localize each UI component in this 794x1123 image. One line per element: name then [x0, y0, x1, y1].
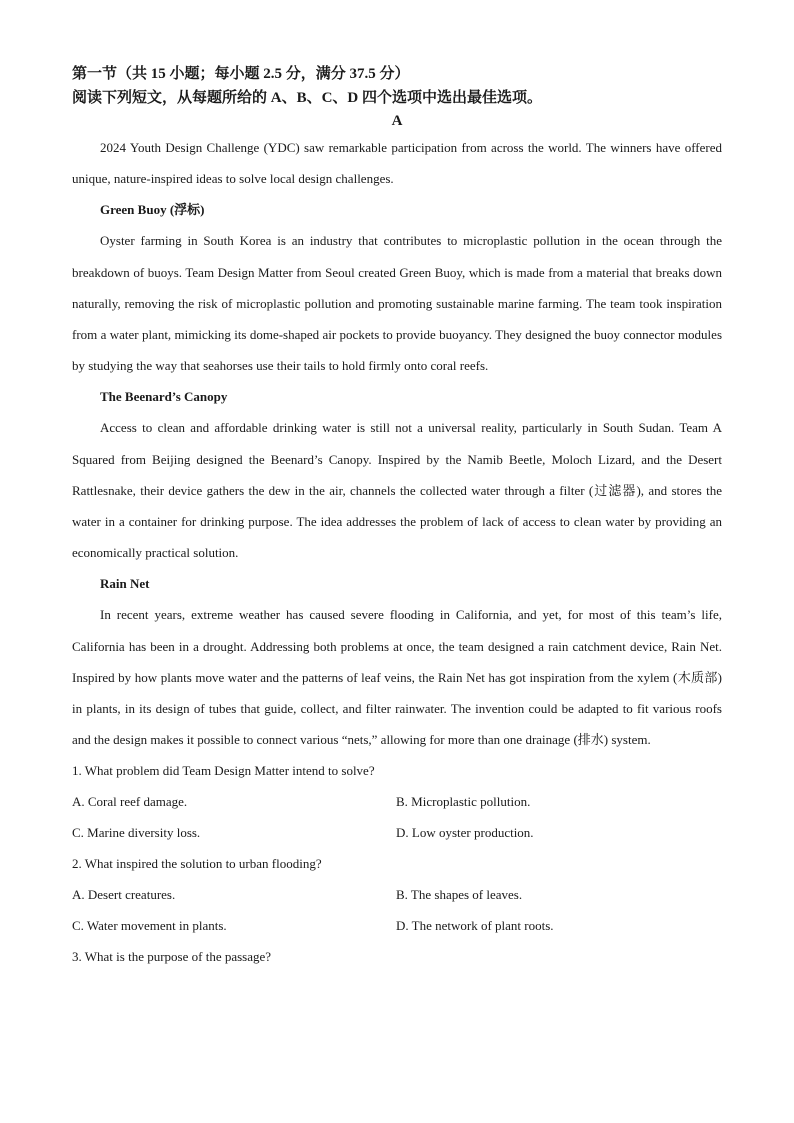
option-b: B. The shapes of leaves. — [396, 887, 523, 903]
paragraph-beenards-canopy: Access to clean and affordable drinking water is still not a universal reality, particularly in South Sudan. Team A Squared from Beijing designed the Beenard’s Canopy. Inspired by the Namib Beetle, Moloch Lizard, and the Desert Rattlesnake, their device gathers the dew in the air, channels the collected water through a filter (过滤器), and stores the water in a container for drinking purpose. The idea addresses the problem of lack of access to clean water by providing an economically practical solution. — [72, 420, 722, 561]
subhead-rain-net: Rain Net — [100, 576, 150, 592]
option-a: A. Coral reef damage. — [72, 794, 188, 810]
question-1 — [72, 755, 722, 848]
question-stem: 2. What inspired the solution to urban flooding? — [72, 856, 322, 872]
option-c: C. Water movement in plants. — [72, 918, 227, 934]
passage-letter: A — [391, 113, 403, 129]
question-2 — [72, 848, 722, 941]
question-options — [72, 786, 722, 848]
option-d: D. Low oyster production. — [396, 825, 534, 841]
section-header: 第一节（共 15 小题；每小题 2.5 分，满分 37.5 分） — [72, 66, 410, 82]
passage-intro: 2024 Youth Design Challenge (YDC) saw remarkable participation from across the world. The winners have offered unique, nature-inspired ideas to solve local design challenges. — [72, 140, 722, 187]
question-stem: 3. What is the purpose of the passage? — [72, 949, 272, 965]
question-3 — [72, 941, 722, 972]
subhead-green-buoy: Green Buoy (浮标) — [100, 202, 205, 218]
option-b: B. Microplastic pollution. — [396, 794, 531, 810]
option-c: C. Marine diversity loss. — [72, 825, 201, 841]
question-stem: 1. What problem did Team Design Matter intend to solve? — [72, 763, 375, 779]
question-options — [72, 879, 722, 941]
paragraph-rain-net: In recent years, extreme weather has caused severe flooding in California, and yet, for most of this team’s life, California has been in a drought. Addressing both problems at once, the team designed a rain catchment device, Rain Net. Inspired by how plants move water and the patterns of leaf veins, the Rain Net has got inspiration from the xylem (木质部) in plants, in its design of tubes that guide, collect, and filter rainwater. The invention could be adapted to fit various roofs and the design makes it possible to connect various “nets,” allowing for more than one drainage (排水) system. — [72, 607, 722, 748]
section-instructions: 阅读下列短文，从每题所给的 A、B、C、D 四个选项中选出最佳选项。 — [72, 90, 543, 106]
option-a: A. Desert creatures. — [72, 887, 176, 903]
subhead-beenards-canopy: The Beenard’s Canopy — [100, 389, 228, 405]
paragraph-green-buoy: Oyster farming in South Korea is an industry that contributes to microplastic pollution in the ocean through the breakdown of buoys. Team Design Matter from Seoul created Green Buoy, which is made from a material that breaks down naturally, removing the risk of microplastic pollution and promoting sustainable marine farming. The team took inspiration from a water plant, mimicking its dome-shaped air pockets to provide buoyancy. They designed the buoy connector modules by studying the way that seahorses use their tails to hold firmly onto coral reefs. — [72, 233, 722, 374]
option-d: D. The network of plant roots. — [396, 918, 554, 934]
exam-page — [72, 62, 722, 972]
